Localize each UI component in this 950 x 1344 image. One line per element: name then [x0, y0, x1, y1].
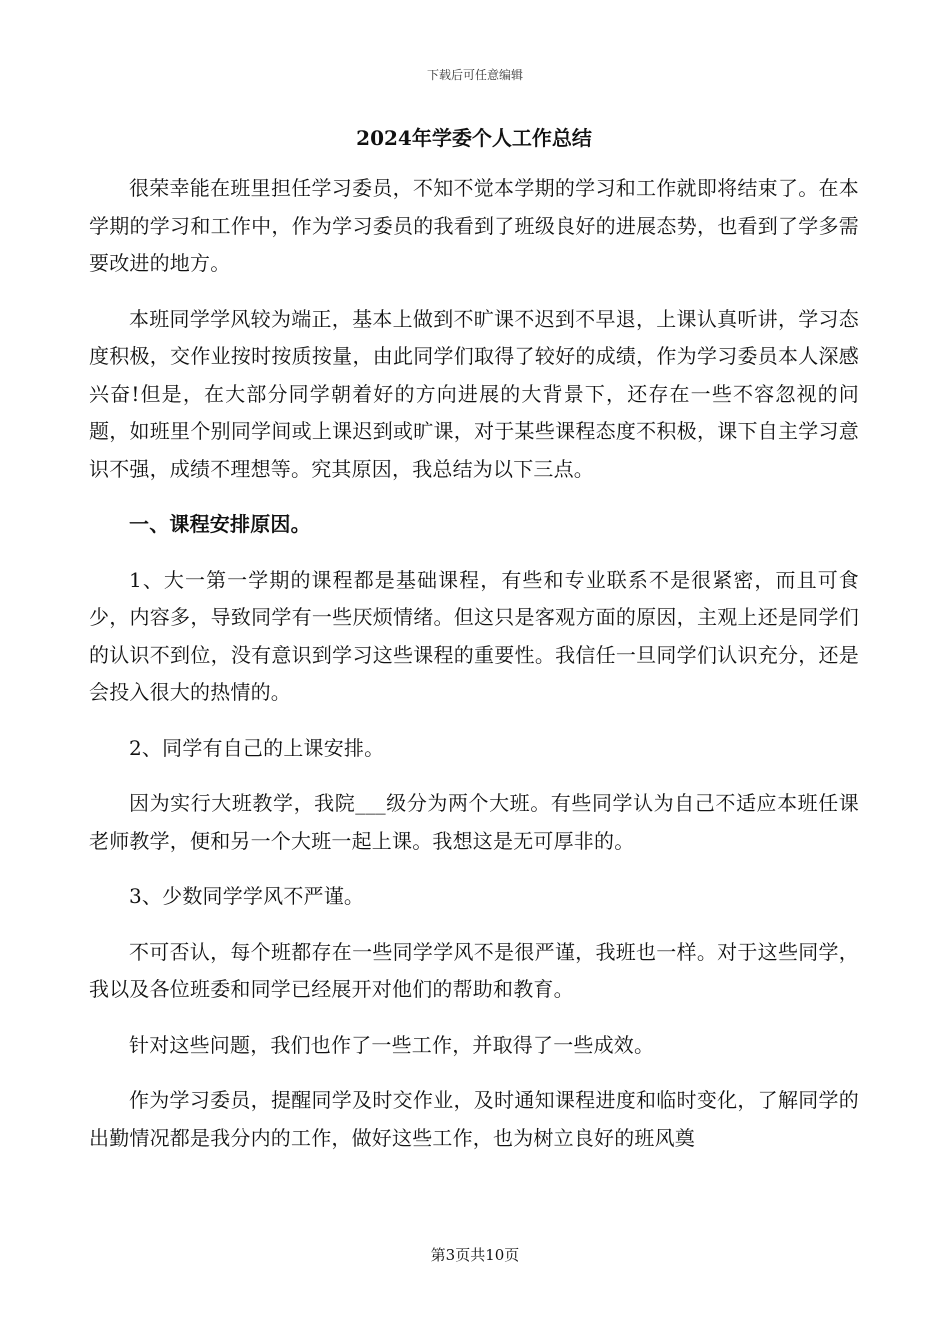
paragraph-intro: 很荣幸能在班里担任学习委员，不知不觉本学期的学习和工作就即将结束了。在本学期的学习和工作中，作为学习委员的我看到了班级良好的进展态势，也看到了学多需要改进的地方。 [89, 176, 859, 275]
paragraph-point-2-body: 因为实行大班教学，我院___级分为两个大班。有些同学认为自己不适应本班任课老师教学，便和另一个大班一起上课。我想这是无可厚非的。 [89, 791, 859, 853]
paragraph-point-1: 1、大一第一学期的课程都是基础课程，有些和专业联系不是很紧密，而且可食少，内容多，导致同学有一些厌烦情绪。但这只是客观方面的原因，主观上还是同学们的认识不到位，没有意识到学习这些课程的重要性。我信任一旦同学们认识充分，还是会投入很大的热情的。 [89, 567, 859, 704]
paragraph-point-3-heading: 3、少数同学学风不严谨。 [129, 884, 365, 908]
paragraph-measures: 针对这些问题，我们也作了一些工作，并取得了一些成效。 [129, 1032, 655, 1057]
paragraph-class-overview: 本班同学学风较为端正，基本上做到不旷课不迟到不早退，上课认真听讲，学习态度积极，交作业按时按质按量，由此同学们取得了较好的成绩，作为学习委员本人深感兴奋!但是，在大部分同学朝着好的方向进展的大背景下，还存在一些不容忽视的问题，如班里个别同学间或上课迟到或旷课，对于某些课程态度不积极，课下自主学习意识不强，成绩不理想等。究其原因，我总结为以下三点。 [89, 306, 859, 481]
page-header: 下载后可任意编辑 [426, 68, 523, 82]
page-number: 第3页共10页 [430, 1246, 520, 1264]
document-title: 2024年学委个人工作总结 [356, 126, 592, 150]
paragraph-duties: 作为学习委员，提醒同学及时交作业，及时通知课程进度和临时变化，了解同学的出勤情况都是我分内的工作，做好这些工作，也为树立良好的班风奠 [89, 1088, 859, 1150]
paragraph-point-2-heading: 2、同学有自己的上课安排。 [129, 735, 385, 760]
section-heading-course-arrangement: 一、课程安排原因。 [129, 512, 311, 536]
document-body [89, 124, 859, 1175]
paragraph-point-3-body: 不可否认，每个班都存在一些同学学风不是很严谨，我班也一样。对于这些同学，我以及各位班委和同学已经展开对他们的帮助和教育。 [89, 939, 859, 1001]
